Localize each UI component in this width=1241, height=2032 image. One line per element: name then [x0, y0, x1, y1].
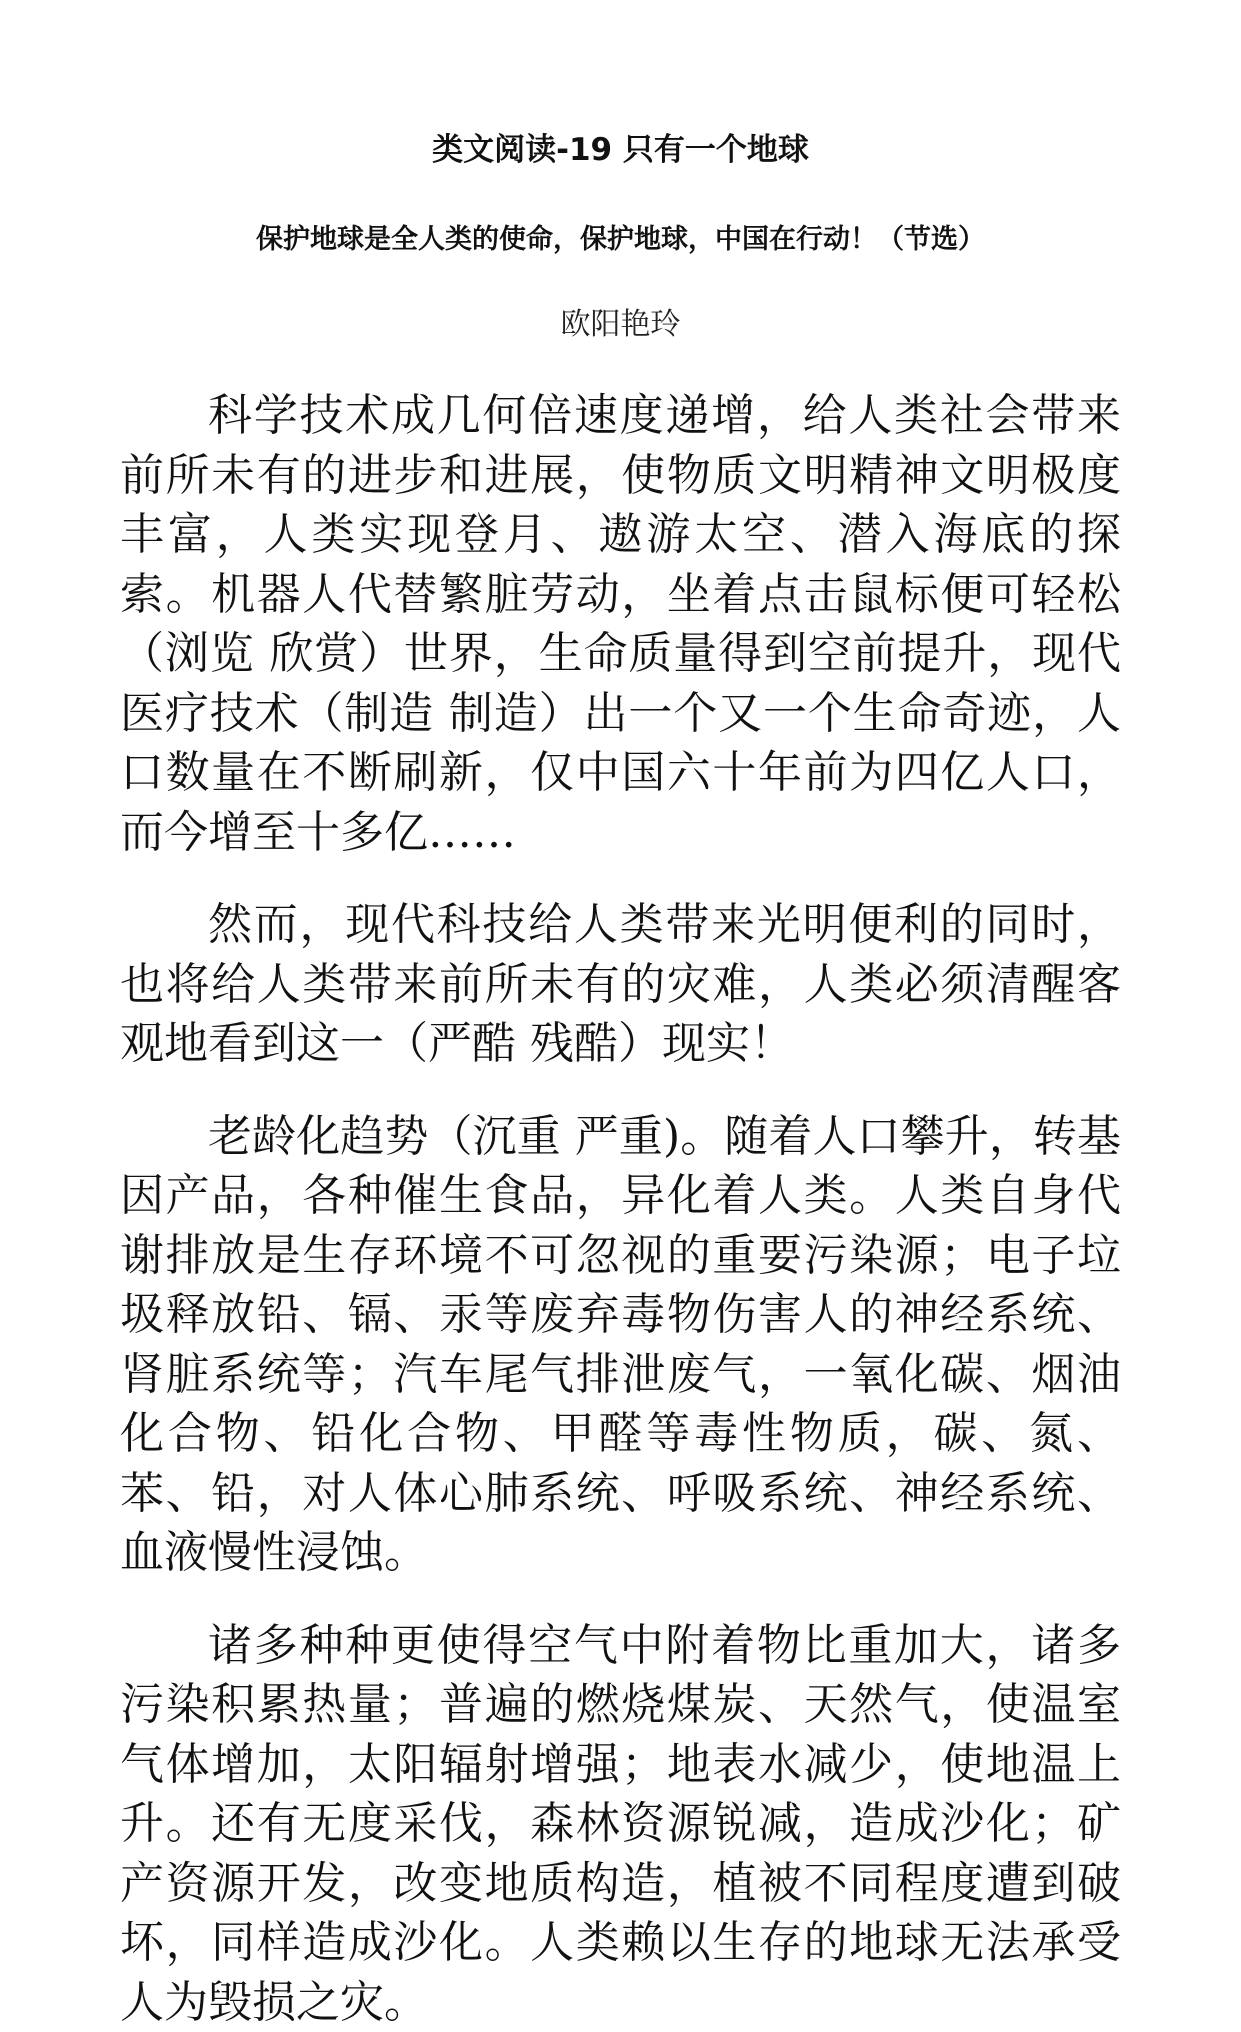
article-body: [120, 386, 1121, 2032]
paragraph-1: 科学技术成几何倍速度递增，给人类社会带来前所未有的进步和进展，使物质文明精神文明极度丰富，人类实现登月、遨游太空、潜入海底的探索。机器人代替繁脏劳动，坐着点击鼠标便可轻松（浏览 欣赏）世界，生命质量得到空前提升，现代医疗技术（制造 制造）出一个又一个生命奇迹，人口数量在不断刷新，仅中国六十年前为四亿人口，而今增至十多亿……: [120, 386, 1121, 862]
author-name: 欧阳艳玲: [0, 300, 1241, 350]
document-title: 类文阅读-19 只有一个地球: [0, 124, 1241, 176]
paragraph-3: 老龄化趋势（沉重 严重)。随着人口攀升，转基因产品，各种催生食品，异化着人类。人类自身代谢排放是生存环境不可忽视的重要污染源；电子垃圾释放铅、镉、汞等废弃毒物伤害人的神经系统、肾脏系统等；汽车尾气排泄废气，一氧化碳、烟油化合物、铅化合物、甲醛等毒性物质，碳、氮、苯、铅，对人体心肺系统、呼吸系统、神经系统、血液慢性浸蚀。: [120, 1107, 1121, 1583]
paragraph-4: 诸多种种更使得空气中附着物比重加大，诸多污染积累热量；普遍的燃烧煤炭、天然气，使温室气体增加，太阳辐射增强；地表水减少，使地温上升。还有无度采伐，森林资源锐减，造成沙化；矿产资源开发，改变地质构造，植被不同程度遭到破坏，同样造成沙化。人类赖以生存的地球无法承受人为毁损之灾。: [120, 1616, 1121, 2032]
paragraph-2: 然而，现代科技给人类带来光明便利的同时，也将给人类带来前所未有的灾难，人类必须清醒客观地看到这一（严酷 残酷）现实！: [120, 895, 1121, 1074]
document-subtitle: 保护地球是全人类的使命，保护地球，中国在行动！（节选）: [0, 215, 1241, 265]
